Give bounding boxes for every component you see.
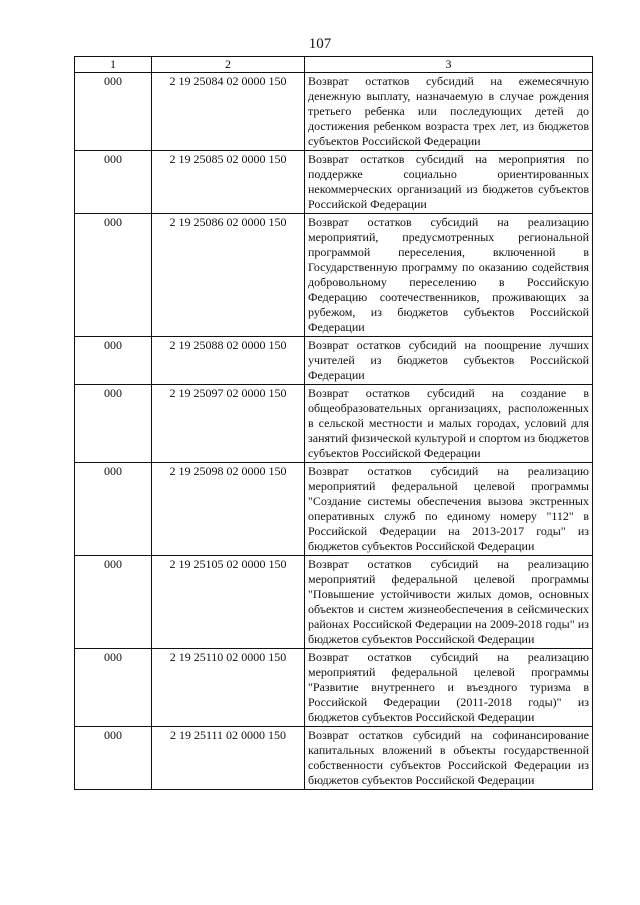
- budget-code-cell: 2 19 25097 02 0000 150: [152, 385, 305, 463]
- table-row: [75, 556, 593, 649]
- budget-classification-table: [74, 56, 593, 790]
- budget-code-cell: 2 19 25086 02 0000 150: [152, 214, 305, 337]
- table-row: [75, 73, 593, 151]
- budget-code-cell: 2 19 25111 02 0000 150: [152, 727, 305, 790]
- description-cell: Возврат остатков субсидий на реализацию мероприятий федеральной целевой программы "Развитие внутреннего и въездного туризма в Российской Федерации (2011-2018 годы)" из бюджетов субъектов Российской Федерации: [305, 649, 593, 727]
- page-number: 107: [308, 36, 332, 52]
- admin-code-cell: 000: [75, 214, 152, 337]
- description-cell: Возврат остатков субсидий на реализацию мероприятий федеральной целевой программы "Повышение устойчивости жилых домов, основных объектов и систем жизнеобеспечения в сейсмических районах Российской Федерации на 2009-2018 годы" из бюджетов субъектов Российской Федерации: [305, 556, 593, 649]
- description-cell: Возврат остатков субсидий на реализацию мероприятий федеральной целевой программы "Создание системы обеспечения вызова экстренных оперативных служб по единому номеру "112" в Российской Федерации на 2013-2017 годы" из бюджетов субъектов Российской Федерации: [305, 463, 593, 556]
- budget-code-cell: 2 19 25085 02 0000 150: [152, 151, 305, 214]
- description-cell: Возврат остатков субсидий на софинансирование капитальных вложений в объекты государственной собственности субъектов Российской Федерации из бюджетов субъектов Российской Федерации: [305, 727, 593, 790]
- admin-code-cell: 000: [75, 463, 152, 556]
- budget-code-cell: 2 19 25098 02 0000 150: [152, 463, 305, 556]
- table-row: [75, 649, 593, 727]
- column-header-2: 2: [152, 57, 305, 73]
- budget-code-cell: 2 19 25110 02 0000 150: [152, 649, 305, 727]
- description-cell: Возврат остатков субсидий на создание в общеобразовательных организациях, расположенных в сельской местности и малых городах, условий для занятий физической культурой и спортом из бюджетов субъектов Российской Федерации: [305, 385, 593, 463]
- table-row: [75, 463, 593, 556]
- admin-code-cell: 000: [75, 556, 152, 649]
- description-cell: Возврат остатков субсидий на мероприятия по поддержке социально ориентированных некоммерческих организаций из бюджетов субъектов Российской Федерации: [305, 151, 593, 214]
- table-row: [75, 385, 593, 463]
- column-header-1: 1: [75, 57, 152, 73]
- description-cell: Возврат остатков субсидий на поощрение лучших учителей из бюджетов субъектов Российской Федерации: [305, 337, 593, 385]
- admin-code-cell: 000: [75, 151, 152, 214]
- budget-code-cell: 2 19 25084 02 0000 150: [152, 73, 305, 151]
- description-cell: Возврат остатков субсидий на реализацию мероприятий, предусмотренных региональной программой переселения, включенной в Государственную программу по оказанию содействия добровольному переселению в Российскую Федерацию соотечественников, проживающих за рубежом, из бюджетов субъектов Российской Федерации: [305, 214, 593, 337]
- table-row: [75, 337, 593, 385]
- budget-code-cell: 2 19 25088 02 0000 150: [152, 337, 305, 385]
- admin-code-cell: 000: [75, 649, 152, 727]
- column-header-3: 3: [305, 57, 593, 73]
- table-row: [75, 727, 593, 790]
- budget-code-cell: 2 19 25105 02 0000 150: [152, 556, 305, 649]
- description-cell: Возврат остатков субсидий на ежемесячную денежную выплату, назначаемую в случае рождения третьего ребенка или последующих детей до достижения ребенком возраста трех лет, из бюджетов субъектов Российской Федерации: [305, 73, 593, 151]
- admin-code-cell: 000: [75, 727, 152, 790]
- admin-code-cell: 000: [75, 337, 152, 385]
- table-row: [75, 214, 593, 337]
- table-row: [75, 151, 593, 214]
- table-header-row: [75, 57, 593, 73]
- admin-code-cell: 000: [75, 73, 152, 151]
- admin-code-cell: 000: [75, 385, 152, 463]
